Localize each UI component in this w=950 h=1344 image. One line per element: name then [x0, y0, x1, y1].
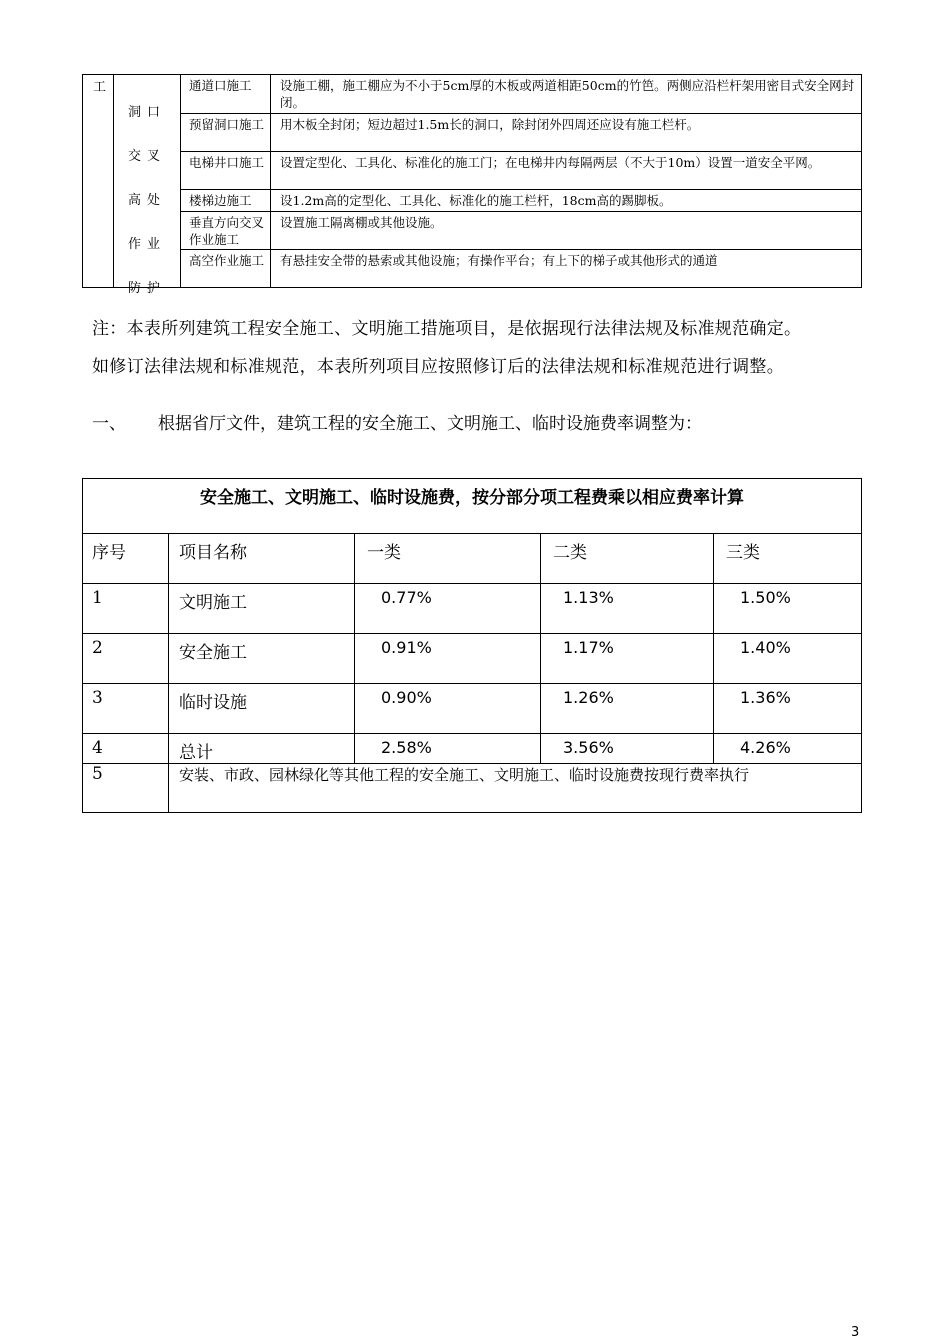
other-works-note: 安装、市政、园林绿化等其他工程的安全施工、文明施工、临时设施费按现行费率执行 [169, 764, 862, 813]
row-name: 临时设施 [169, 684, 355, 734]
rate-class-2: 3.56% [541, 734, 714, 764]
table-row [83, 684, 862, 734]
desc-cell: 设置定型化、工具化、标准化的施工门；在电梯井内每隔两层（不大于10m）设置一道安全平网。 [271, 152, 862, 190]
table-row [83, 212, 862, 250]
header-item-name: 项目名称 [169, 534, 355, 584]
rate-class-2: 1.26% [541, 684, 714, 734]
note-line-2: 如修订法律法规和标准规范，本表所列项目应按照修订后的法律法规和标准规范进行调整。 [92, 357, 784, 377]
category-label: 工 [93, 80, 107, 95]
rate-class-3: 1.40% [714, 634, 862, 684]
item-cell: 通道口施工 [181, 75, 271, 114]
row-index: 1 [83, 584, 169, 634]
row-index: 3 [83, 684, 169, 734]
header-class-3: 三类 [714, 534, 862, 584]
group-line: 高处 [127, 193, 166, 208]
header-class-1: 一类 [355, 534, 541, 584]
table-row-total [83, 734, 862, 764]
rate-class-3: 1.50% [714, 584, 862, 634]
table-row [83, 75, 862, 114]
desc-cell: 有悬挂安全带的悬索或其他设施；有操作平台；有上下的梯子或其他形式的通道 [271, 250, 862, 288]
section-number: 一、 [92, 414, 126, 434]
header-index: 序号 [83, 534, 169, 584]
item-cell: 垂直方向交叉作业施工 [181, 212, 271, 250]
group-cell [114, 75, 181, 296]
group-label [114, 105, 180, 325]
rate-class-1: 0.91% [355, 634, 541, 684]
desc-cell: 设置施工隔离棚或其他设施。 [271, 212, 862, 250]
rate-class-1: 0.77% [355, 584, 541, 634]
item-cell: 预留洞口施工 [181, 114, 271, 152]
page-number: 3 [851, 1325, 860, 1340]
safety-measures-table [82, 74, 862, 296]
row-name: 安全施工 [169, 634, 355, 684]
table-caption: 安全施工、文明施工、临时设施费，按分部分项工程费乘以相应费率计算 [83, 479, 862, 534]
group-line: 交叉 [127, 149, 166, 164]
table-row [83, 250, 862, 288]
desc-cell: 用木板全封闭；短边超过1.5m长的洞口，除封闭外四周还应设有施工栏杆。 [271, 114, 862, 152]
desc-cell: 设1.2m高的定型化、工具化、标准化的施工栏杆，18cm高的踢脚板。 [271, 190, 862, 212]
note-line-1: 注：本表所列建筑工程安全施工、文明施工措施项目，是依据现行法律法规及标准规范确定。 [92, 319, 802, 339]
row-index: 5 [83, 764, 169, 813]
row-index: 2 [83, 634, 169, 684]
header-class-2: 二类 [541, 534, 714, 584]
table-header-row [83, 534, 862, 584]
item-cell: 楼梯边施工 [181, 190, 271, 212]
table-row-other [83, 764, 862, 813]
group-line: 洞口 [127, 105, 166, 120]
section-heading [92, 409, 702, 434]
item-cell: 电梯井口施工 [181, 152, 271, 190]
category-cell [83, 75, 114, 288]
table-row [83, 114, 862, 152]
table-row [83, 584, 862, 634]
group-line: 作业 [127, 237, 166, 252]
rate-class-3: 4.26% [714, 734, 862, 764]
section-heading-text: 根据省厅文件，建筑工程的安全施工、文明施工、临时设施费率调整为： [158, 414, 702, 434]
fee-rate-table [82, 478, 862, 813]
rate-class-2: 1.13% [541, 584, 714, 634]
row-index: 4 [83, 734, 169, 764]
row-name: 文明施工 [169, 584, 355, 634]
rate-class-1: 0.90% [355, 684, 541, 734]
table-row [83, 190, 862, 212]
table-row [83, 152, 862, 190]
table-row [83, 634, 862, 684]
item-cell: 高空作业施工 [181, 250, 271, 288]
rate-class-2: 1.17% [541, 634, 714, 684]
row-name: 总计 [169, 734, 355, 764]
group-line: 防护 [127, 281, 166, 296]
rate-class-3: 1.36% [714, 684, 862, 734]
rate-class-1: 2.58% [355, 734, 541, 764]
table-caption-row [83, 479, 862, 534]
desc-cell: 设施工棚，施工棚应为不小于5cm厚的木板或两道相距50cm的竹笆。两侧应沿栏杆架用密目式安全网封闭。 [271, 75, 862, 114]
